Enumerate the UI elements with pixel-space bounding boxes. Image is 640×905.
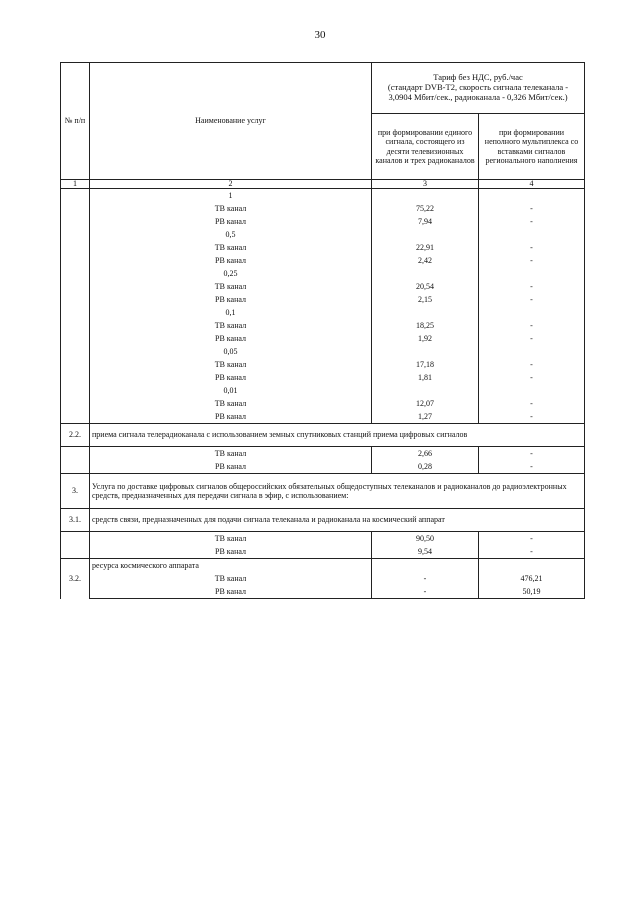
table-row xyxy=(61,202,585,215)
row-value-single: 20,54 xyxy=(372,280,479,293)
row-name: ТВ канал xyxy=(90,241,372,254)
page-number: 30 xyxy=(314,29,326,41)
row-name: РВ канал xyxy=(90,332,372,345)
row-value-single: 17,18 xyxy=(372,358,479,371)
row-name: 0,01 xyxy=(90,384,372,397)
table-row xyxy=(61,215,585,228)
column-number: 1 xyxy=(61,180,90,189)
row-name: 0,05 xyxy=(90,345,372,358)
table-row xyxy=(61,545,585,559)
table-row xyxy=(61,319,585,332)
row-value-partial: - xyxy=(479,280,585,293)
tariff-line-3: 3,0904 Мбит/сек., радиоканала - 0,326 Мбит/сек.) xyxy=(388,91,568,102)
table-row xyxy=(61,332,585,345)
row-value-single: 22,91 xyxy=(372,241,479,254)
row-value-partial: 50,19 xyxy=(479,585,585,599)
row-value-partial: - xyxy=(479,215,585,228)
row-name: ТВ канал xyxy=(90,397,372,410)
row-value-single: 1,27 xyxy=(372,410,479,424)
row-value-partial xyxy=(479,189,585,203)
row-value-partial xyxy=(479,345,585,358)
row-value-single xyxy=(372,384,479,397)
row-value-partial: - xyxy=(479,532,585,546)
table-row xyxy=(61,532,585,546)
table-row xyxy=(61,306,585,319)
table-row xyxy=(61,371,585,384)
row-name: РВ канал xyxy=(90,460,372,474)
column-number: 2 xyxy=(90,180,372,189)
tariff-rows-block xyxy=(61,447,585,474)
section-number: 3.2. xyxy=(61,559,90,599)
row-value-single xyxy=(372,306,479,319)
table-row xyxy=(61,410,585,424)
row-name: 0,5 xyxy=(90,228,372,241)
row-value-partial: - xyxy=(479,332,585,345)
row-value-partial: - xyxy=(479,410,585,424)
row-name: РВ канал xyxy=(90,545,372,559)
row-name: ТВ канал xyxy=(90,280,372,293)
row-value-single: 75,22 xyxy=(372,202,479,215)
table-row xyxy=(61,358,585,371)
section-number: 3.1. xyxy=(61,509,90,532)
row-value-single: 2,42 xyxy=(372,254,479,267)
row-name: РВ канал xyxy=(90,215,372,228)
column-number: 4 xyxy=(479,180,585,189)
row-name: ТВ канал xyxy=(90,447,372,461)
row-value-single xyxy=(372,267,479,280)
row-name: РВ канал xyxy=(90,410,372,424)
header-number: № п/п xyxy=(61,63,90,180)
table-row xyxy=(61,397,585,410)
section-number: 2.2. xyxy=(61,424,90,447)
row-number-cell xyxy=(61,447,90,474)
row-value-partial: - xyxy=(479,371,585,384)
table-row xyxy=(61,384,585,397)
row-value-single: 2,66 xyxy=(372,447,479,461)
tariff-table xyxy=(60,62,585,599)
table-row xyxy=(61,345,585,358)
row-value-single: - xyxy=(372,585,479,599)
row-value-partial: - xyxy=(479,241,585,254)
row-value-partial: - xyxy=(479,397,585,410)
tariff-rows-block xyxy=(61,532,585,559)
row-value-partial xyxy=(479,384,585,397)
row-value-single: 90,50 xyxy=(372,532,479,546)
column-number-row xyxy=(61,180,585,189)
row-value-single: - xyxy=(372,572,479,585)
table-row xyxy=(61,447,585,461)
tariff-line-1: Тариф без НДС, руб./час xyxy=(433,72,523,83)
row-value-partial: - xyxy=(479,293,585,306)
row-value-single: 0,28 xyxy=(372,460,479,474)
row-value-partial: - xyxy=(479,254,585,267)
row-value-partial xyxy=(479,306,585,319)
table-row xyxy=(61,254,585,267)
row-name: ТВ канал xyxy=(90,319,372,332)
row-value-single: 2,15 xyxy=(372,293,479,306)
row-value-single xyxy=(372,345,479,358)
row-number-cell xyxy=(61,532,90,559)
header-single-signal: при формировании единого сигнала, состоящего из десяти телевизионных каналов и трех радиоканалов xyxy=(372,114,479,180)
row-value-partial: - xyxy=(479,319,585,332)
row-value-single: 1,81 xyxy=(372,371,479,384)
tariff-rows-block xyxy=(61,189,585,424)
row-name: РВ канал xyxy=(90,585,372,599)
row-value-single xyxy=(372,228,479,241)
row-name: ТВ канал xyxy=(90,202,372,215)
row-value-partial xyxy=(479,267,585,280)
row-number-cell xyxy=(61,189,90,424)
section-number: 3. xyxy=(61,474,90,509)
row-name: ТВ канал xyxy=(90,572,372,585)
row-name: ТВ канал xyxy=(90,532,372,546)
row-value-partial: 476,21 xyxy=(479,572,585,585)
section-title: средств связи, предназначенных для подачи сигнала телеканала и радиоканала на космический аппарат xyxy=(90,509,585,532)
table-row xyxy=(61,460,585,474)
row-name: 0,1 xyxy=(90,306,372,319)
table-row xyxy=(61,293,585,306)
table-row xyxy=(61,189,585,203)
row-name: РВ канал xyxy=(90,254,372,267)
tariff-rows-block xyxy=(61,559,585,599)
section-title: ресурса космического аппарата xyxy=(90,559,372,573)
header-tariff xyxy=(372,63,585,114)
row-value-single: 12,07 xyxy=(372,397,479,410)
row-value-single: 9,54 xyxy=(372,545,479,559)
row-value-partial: - xyxy=(479,460,585,474)
row-value-partial: - xyxy=(479,545,585,559)
table-row xyxy=(61,280,585,293)
row-value-single: 1,92 xyxy=(372,332,479,345)
column-number: 3 xyxy=(372,180,479,189)
section-title: приема сигнала телерадиоканала с использованием земных спутниковых станций приема цифровых сигналов xyxy=(90,424,585,447)
row-name: РВ канал xyxy=(90,371,372,384)
row-value-partial xyxy=(479,228,585,241)
row-value-single: 7,94 xyxy=(372,215,479,228)
row-name: 1 xyxy=(90,189,372,203)
table-row xyxy=(61,228,585,241)
section-title: Услуга по доставке цифровых сигналов общероссийских обязательных общедоступных телеканалов и радиоканалов до радиоэлектронных средств, предназначенных для передачи сигнала в эфир, с использованием: xyxy=(90,474,585,509)
table-row xyxy=(61,267,585,280)
table-row xyxy=(61,241,585,254)
row-name: РВ канал xyxy=(90,293,372,306)
row-name: 0,25 xyxy=(90,267,372,280)
row-value-single xyxy=(372,189,479,203)
row-name: ТВ канал xyxy=(90,358,372,371)
row-value-single: 18,25 xyxy=(372,319,479,332)
header-partial-multiplex: при формировании неполного мультиплекса со вставками сигналов регионального наполнения xyxy=(479,114,585,180)
row-value-partial: - xyxy=(479,358,585,371)
row-value-partial: - xyxy=(479,202,585,215)
row-value-partial: - xyxy=(479,447,585,461)
header-service-name: Наименование услуг xyxy=(90,63,372,180)
tariff-line-2: (стандарт DVB-T2, скорость сигнала телеканала - xyxy=(387,82,569,93)
